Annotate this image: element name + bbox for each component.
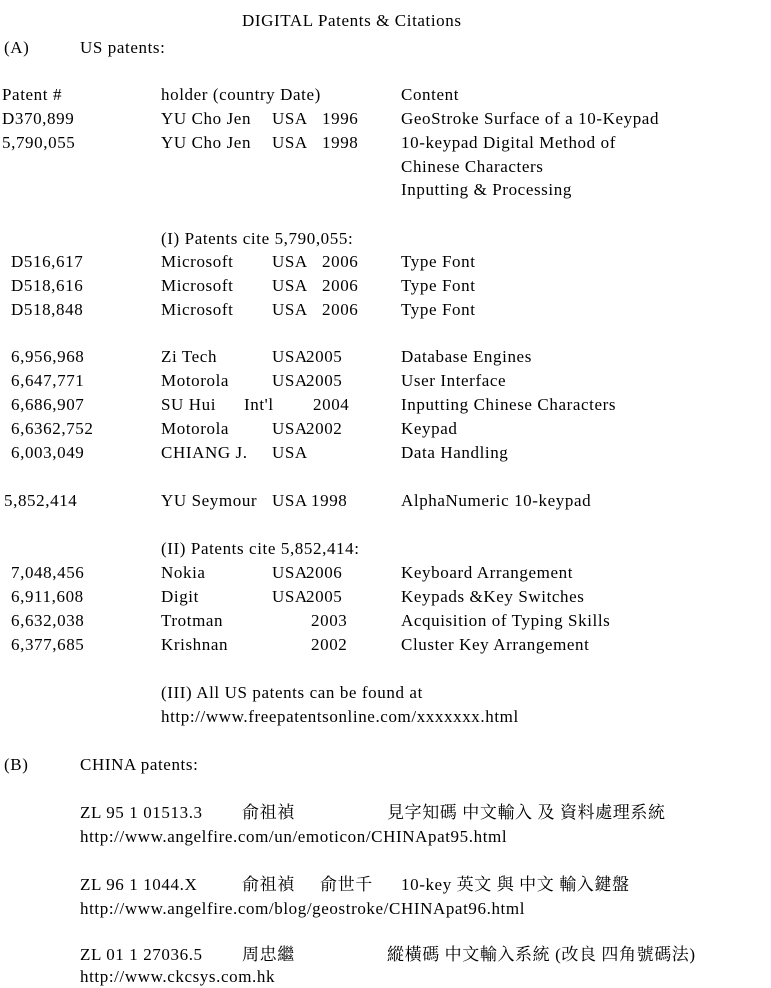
china-patent-link[interactable]: http://www.ckcsys.com.hk [80, 967, 276, 986]
patent-content: Inputting & Processing [401, 180, 572, 199]
patent-content: Type Font [401, 252, 476, 271]
patent-country: Int'l [244, 395, 274, 414]
patent-content: Keypad [401, 419, 458, 438]
patent-number: 6,956,968 [11, 347, 85, 366]
patent-year: 2006 [322, 252, 359, 271]
patent-year: 2006 [322, 276, 359, 295]
patent-year: 1998 [311, 491, 348, 510]
patent-year: 2005 [306, 371, 343, 390]
patent-holder: YU Cho Jen [161, 133, 252, 152]
cite-heading-1: (I) Patents cite 5,790,055: [161, 229, 354, 248]
patent-year: 2005 [306, 347, 343, 366]
china-patent-inventor: 俞祖禎 [242, 803, 295, 822]
patent-holder: Zi Tech [161, 347, 218, 366]
patent-number: 7,048,456 [11, 563, 85, 582]
patent-year: 1996 [322, 109, 359, 128]
patent-content: Database Engines [401, 347, 532, 366]
patent-holder: CHIANG J. [161, 443, 248, 462]
patent-holder: Motorola [161, 419, 230, 438]
patent-number: D370,899 [2, 109, 75, 128]
patent-country: USA [272, 347, 308, 366]
section-a-title: US patents: [80, 38, 166, 57]
patent-content: Type Font [401, 276, 476, 295]
patent-number: 6,911,608 [11, 587, 84, 606]
patent-content: GeoStroke Surface of a 10-Keypad [401, 109, 660, 128]
patent-year: 2004 [313, 395, 350, 414]
patent-year: 2006 [322, 300, 359, 319]
patent-country: USA [272, 587, 308, 606]
china-patent-content: 縱橫碼 中文輸入系統 (改良 四角號碼法) [387, 945, 696, 964]
section-b-title: CHINA patents: [80, 755, 199, 774]
note-line-1: (III) All US patents can be found at [161, 683, 423, 702]
patent-content: 10-keypad Digital Method of [401, 133, 616, 152]
china-patent-number: ZL 01 1 27036.5 [80, 945, 203, 964]
patent-holder: Microsoft [161, 276, 234, 295]
patent-holder: Trotman [161, 611, 224, 630]
patent-number: 6,647,771 [11, 371, 85, 390]
patent-content: Chinese Characters [401, 157, 544, 176]
patent-holder: YU Cho Jen [161, 109, 252, 128]
patent-content: Inputting Chinese Characters [401, 395, 617, 414]
patent-number: 6,377,685 [11, 635, 85, 654]
patent-content: Acquisition of Typing Skills [401, 611, 611, 630]
patent-country: USA [272, 491, 308, 510]
patent-holder: Microsoft [161, 252, 234, 271]
china-patent-inventor-2: 俞世千 [320, 875, 373, 894]
patent-holder: Microsoft [161, 300, 234, 319]
china-patent-inventor: 俞祖禎 [242, 875, 295, 894]
patent-content: AlphaNumeric 10-keypad [401, 491, 592, 510]
china-patent-number: ZL 95 1 01513.3 [80, 803, 203, 822]
patent-holder: Motorola [161, 371, 230, 390]
patent-number: 6,686,907 [11, 395, 85, 414]
china-patent-content: 10-key 英文 與 中文 輸入鍵盤 [401, 875, 630, 894]
patent-country: USA [272, 252, 308, 271]
patent-country: USA [272, 563, 308, 582]
section-b-label: (B) [4, 755, 29, 774]
patent-number: 6,6362,752 [11, 419, 94, 438]
column-header-holder: holder (country Date) [161, 85, 321, 104]
patent-country: USA [272, 300, 308, 319]
patent-country: USA [272, 276, 308, 295]
patent-year: 2003 [311, 611, 348, 630]
patent-holder: Digit [161, 587, 199, 606]
patent-holder: YU Seymour [161, 491, 258, 510]
patent-country: USA [272, 133, 308, 152]
cite-heading-2: (II) Patents cite 5,852,414: [161, 539, 360, 558]
china-patent-link[interactable]: http://www.angelfire.com/blog/geostroke/CHINApat96.html [80, 899, 526, 918]
patent-number: 5,790,055 [2, 133, 76, 152]
patent-country: USA [272, 371, 308, 390]
patent-number: 6,003,049 [11, 443, 85, 462]
patent-holder: Nokia [161, 563, 206, 582]
section-a-label: (A) [4, 38, 30, 57]
column-header-content: Content [401, 85, 460, 104]
china-patent-inventor: 周忠繼 [242, 945, 295, 964]
patent-content: User Interface [401, 371, 507, 390]
patent-year: 2002 [311, 635, 348, 654]
patent-number: D518,616 [11, 276, 84, 295]
document-title: DIGITAL Patents & Citations [242, 11, 462, 30]
china-patent-link[interactable]: http://www.angelfire.com/un/emoticon/CHINApat95.html [80, 827, 508, 846]
china-patent-number: ZL 96 1 1044.X [80, 875, 198, 894]
patent-content: Data Handling [401, 443, 509, 462]
patent-number: D518,848 [11, 300, 84, 319]
patent-number: 5,852,414 [4, 491, 78, 510]
patent-content: Keypads &Key Switches [401, 587, 585, 606]
patent-country: USA [272, 443, 308, 462]
patent-number: 6,632,038 [11, 611, 85, 630]
patent-number: D516,617 [11, 252, 84, 271]
column-header-patent: Patent # [2, 85, 63, 104]
patent-year: 1998 [322, 133, 359, 152]
patent-country: USA [272, 109, 308, 128]
patent-year: 2002 [306, 419, 343, 438]
patent-content: Cluster Key Arrangement [401, 635, 590, 654]
patent-country: USA [272, 419, 308, 438]
patent-search-link[interactable]: http://www.freepatentsonline.com/xxxxxxx.html [161, 707, 519, 726]
patent-year: 2006 [306, 563, 343, 582]
patent-year: 2005 [306, 587, 343, 606]
china-patent-content: 見字知碼 中文輸入 及 資料處理系統 [387, 803, 666, 822]
patent-holder: Krishnan [161, 635, 229, 654]
patent-content: Keyboard Arrangement [401, 563, 574, 582]
patent-holder: SU Hui [161, 395, 217, 414]
patent-content: Type Font [401, 300, 476, 319]
